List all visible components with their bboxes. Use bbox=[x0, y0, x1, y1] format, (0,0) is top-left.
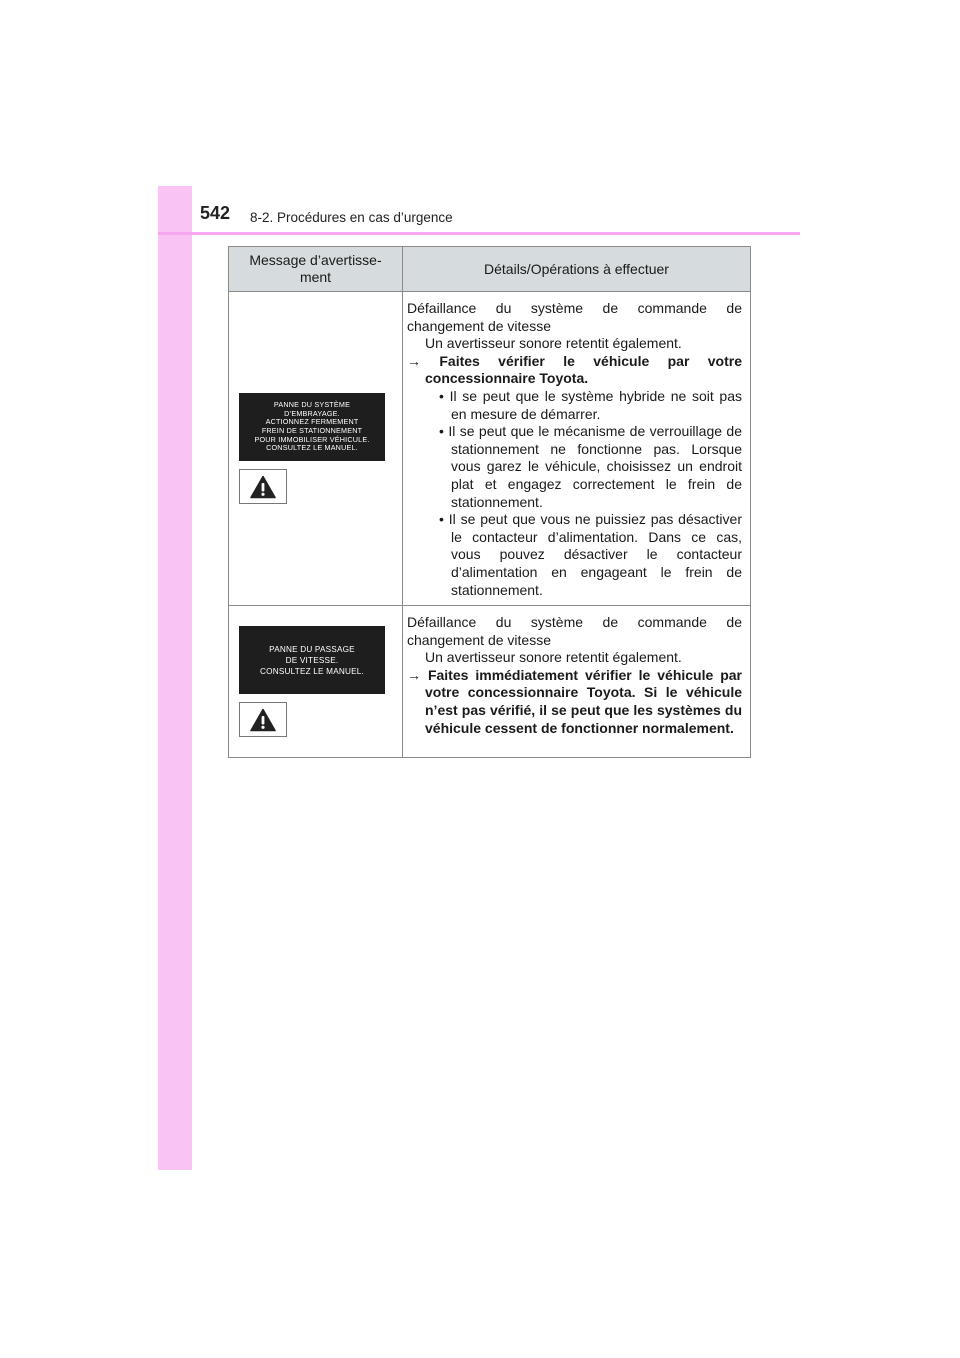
warning-triangle-icon bbox=[239, 469, 287, 504]
column-header-details: Détails/Opérations à effectuer bbox=[403, 247, 751, 292]
action-instruction: → Faites vérifier le véhicule par votre concessionnaire Toyota. bbox=[407, 352, 742, 387]
buzzer-note: Un avertisseur sonore retentit également. bbox=[425, 335, 682, 352]
list-item: • Il se peut que le mécanisme de verrouillage de stationnement ne fonctionne pas. Lorsque vous garez le véhicule, choisissez un endroit plat et engagez correctement le frein de stationnement. bbox=[439, 423, 742, 510]
screen-line: ACTIONNEZ FERMEMENT bbox=[265, 417, 359, 427]
warning-triangle-icon bbox=[239, 702, 287, 737]
table-header-row bbox=[229, 247, 751, 292]
table-row bbox=[229, 606, 751, 758]
action-instruction: → Faites immédiatement vérifier le véhicule par votre concessionnaire Toyota. Si le véhicule n’est pas vérifié, il se peut que les systèmes du véhicule cessent de fonctionner normalement. bbox=[407, 666, 743, 736]
message-cell bbox=[229, 292, 403, 606]
warning-message-table bbox=[228, 246, 751, 758]
screen-line: PANNE DU SYSTÈME bbox=[273, 400, 351, 410]
section-title: 8-2. Procédures en cas d’urgence bbox=[250, 210, 453, 225]
arrow-icon: → bbox=[407, 666, 421, 683]
table-row bbox=[229, 292, 751, 606]
screen-line: DE VITESSE. bbox=[285, 655, 339, 665]
header-rule bbox=[158, 232, 800, 235]
message-cell bbox=[229, 606, 403, 758]
side-color-band bbox=[158, 186, 192, 1170]
column-header-message: Message d’avertisse-ment bbox=[229, 247, 403, 292]
screen-line: FREIN DE STATIONNEMENT bbox=[261, 426, 363, 436]
malfunction-description: Défaillance du système de commande de changement de vitesse bbox=[407, 614, 742, 648]
screen-line: CONSULTEZ LE MANUEL. bbox=[260, 666, 364, 676]
details-cell bbox=[403, 292, 751, 606]
buzzer-note: Un avertisseur sonore retentit également. bbox=[425, 649, 682, 666]
page-number: 542 bbox=[200, 203, 231, 223]
screen-line: D’EMBRAYAGE. bbox=[284, 408, 340, 418]
malfunction-description: Défaillance du système de commande de changement de vitesse bbox=[407, 300, 742, 334]
warning-display-screen bbox=[239, 393, 385, 461]
details-cell bbox=[403, 606, 751, 758]
screen-line: POUR IMMOBILISER VÉHICULE. bbox=[254, 434, 370, 444]
list-item: • Il se peut que le système hybride ne soit pas en mesure de démarrer. bbox=[439, 387, 742, 422]
list-item: • Il se peut que vous ne puissiez pas désactiver le contacteur d’alimentation. Dans ce cas, vous pouvez désactiver le contacteur d’alimentation en engageant le frein de stationnement. bbox=[439, 511, 742, 598]
warning-display-screen bbox=[239, 626, 385, 694]
screen-line: PANNE DU PASSAGE bbox=[269, 644, 355, 654]
screen-line: CONSULTEZ LE MANUEL. bbox=[266, 443, 358, 453]
arrow-icon: → bbox=[407, 352, 421, 369]
